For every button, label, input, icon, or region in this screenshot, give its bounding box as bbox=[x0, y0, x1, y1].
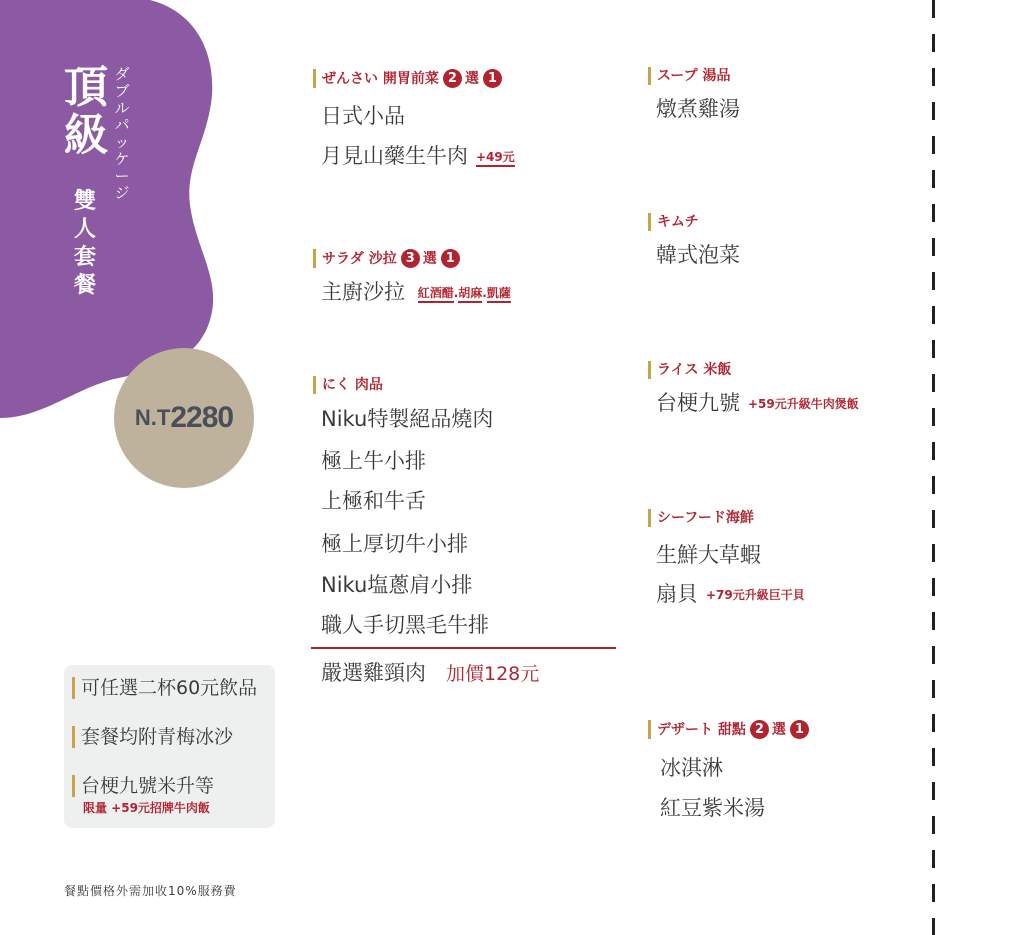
meat-divider bbox=[311, 647, 616, 649]
meat-extra-item bbox=[321, 660, 539, 687]
kimchi-jp: キムチ bbox=[657, 214, 699, 230]
section-dessert-header bbox=[648, 720, 812, 739]
meat-item: 極上厚切牛小排 bbox=[321, 532, 468, 556]
dessert-item: 紅豆紫米湯 bbox=[660, 796, 765, 820]
salad-item: 主廚沙拉 紅酒醋.胡麻.凱薩 bbox=[321, 280, 511, 304]
section-soup-header bbox=[648, 67, 730, 85]
appetizer-pick-k: 1 bbox=[483, 69, 502, 88]
info-line-drinks: 可任選二杯60元飲品 bbox=[72, 677, 275, 699]
seafood-item: 生鮮大草蝦 bbox=[656, 543, 761, 567]
info-line-rice-upgrade: 台梗九號米升等 bbox=[72, 775, 275, 797]
salad-zh: 沙拉 bbox=[368, 250, 397, 267]
dessert-item: 冰淇淋 bbox=[660, 756, 723, 780]
salad-dressing: 紅酒醋 bbox=[418, 286, 454, 303]
appetizer-item: 日式小品 bbox=[321, 104, 405, 128]
salad-jp: サラダ bbox=[322, 250, 364, 267]
title-jp-vertical: ダブルパッケージ bbox=[114, 65, 130, 202]
appetizer-pick-n: 2 bbox=[443, 69, 462, 88]
price-badge bbox=[114, 348, 254, 488]
info-rice-note: 限量 +59元招牌牛肉飯 bbox=[83, 801, 210, 815]
soup-jp: スープ bbox=[657, 68, 698, 84]
dessert-pick-word: 選 bbox=[771, 721, 786, 738]
price-prefix: N.T bbox=[134, 405, 171, 430]
dashed-cut-line bbox=[932, 0, 935, 935]
info-box bbox=[64, 665, 275, 828]
meat-item: 極上牛小排 bbox=[321, 449, 426, 473]
meat-extra-addon: 加價128元 bbox=[446, 663, 540, 685]
appetizer-zh: 開胃前菜 bbox=[382, 70, 439, 87]
section-meat-header bbox=[313, 376, 383, 394]
salad-pick-n: 3 bbox=[401, 249, 420, 268]
rice-item bbox=[656, 390, 859, 417]
seafood-addon: +79元升級巨干貝 bbox=[706, 588, 805, 602]
seafood-jp: シーフード bbox=[657, 510, 726, 526]
meat-item: 上極和牛舌 bbox=[321, 489, 426, 513]
title-main: 頂級 bbox=[64, 62, 108, 161]
dessert-jp: デザート bbox=[657, 721, 713, 738]
rice-item-name: 台梗九號 bbox=[656, 391, 740, 415]
salad-pick-word: 選 bbox=[422, 250, 437, 267]
meat-jp: にく bbox=[322, 377, 350, 393]
salad-pick-k: 1 bbox=[441, 249, 460, 268]
info-line-smoothie: 套餐均附青梅冰沙 bbox=[72, 726, 275, 748]
salad-dressing: 胡麻 bbox=[458, 286, 482, 303]
appetizer-item bbox=[321, 143, 515, 170]
seafood-item bbox=[656, 581, 805, 608]
seafood-item-name: 扇貝 bbox=[656, 582, 698, 606]
dessert-zh: 甜點 bbox=[717, 721, 746, 738]
section-salad-header bbox=[313, 249, 463, 268]
meat-extra-name: 嚴選雞頸肉 bbox=[321, 661, 426, 685]
rice-jp: ライス bbox=[657, 362, 699, 378]
meat-zh: 肉品 bbox=[354, 377, 383, 393]
appetizer-pick-word: 選 bbox=[464, 70, 479, 87]
salad-dressing: 凱薩 bbox=[487, 286, 511, 303]
meat-item: Niku特製絕品燒肉 bbox=[321, 407, 494, 431]
seafood-zh: 海鮮 bbox=[725, 510, 754, 526]
kimchi-item: 韓式泡菜 bbox=[656, 243, 740, 267]
section-rice-header bbox=[648, 361, 731, 379]
salad-item-name: 主廚沙拉 bbox=[321, 280, 405, 304]
rice-zh: 米飯 bbox=[703, 362, 732, 378]
meat-item: Niku塩蔥肩小排 bbox=[321, 573, 473, 597]
appetizer-jp: ぜんさい bbox=[322, 70, 378, 87]
section-kimchi-header bbox=[648, 213, 699, 231]
title-sub: 雙人套餐 bbox=[73, 189, 96, 298]
section-seafood-header bbox=[648, 509, 754, 527]
rice-addon: +59元升級牛肉煲飯 bbox=[748, 397, 859, 411]
dessert-pick-n: 2 bbox=[750, 720, 769, 739]
meat-item: 職人手切黑毛牛排 bbox=[321, 613, 489, 637]
appetizer-item-name: 月見山藥生牛肉 bbox=[321, 144, 468, 168]
appetizer-addon: +49元 bbox=[476, 150, 515, 167]
service-fee-note: 餐點價格外需加收10%服務費 bbox=[64, 884, 237, 898]
price-amount: 2280 bbox=[170, 401, 234, 434]
section-appetizer-header bbox=[313, 69, 505, 88]
soup-item: 燉煮雞湯 bbox=[656, 97, 740, 121]
soup-zh: 湯品 bbox=[702, 68, 731, 84]
dessert-pick-k: 1 bbox=[790, 720, 809, 739]
